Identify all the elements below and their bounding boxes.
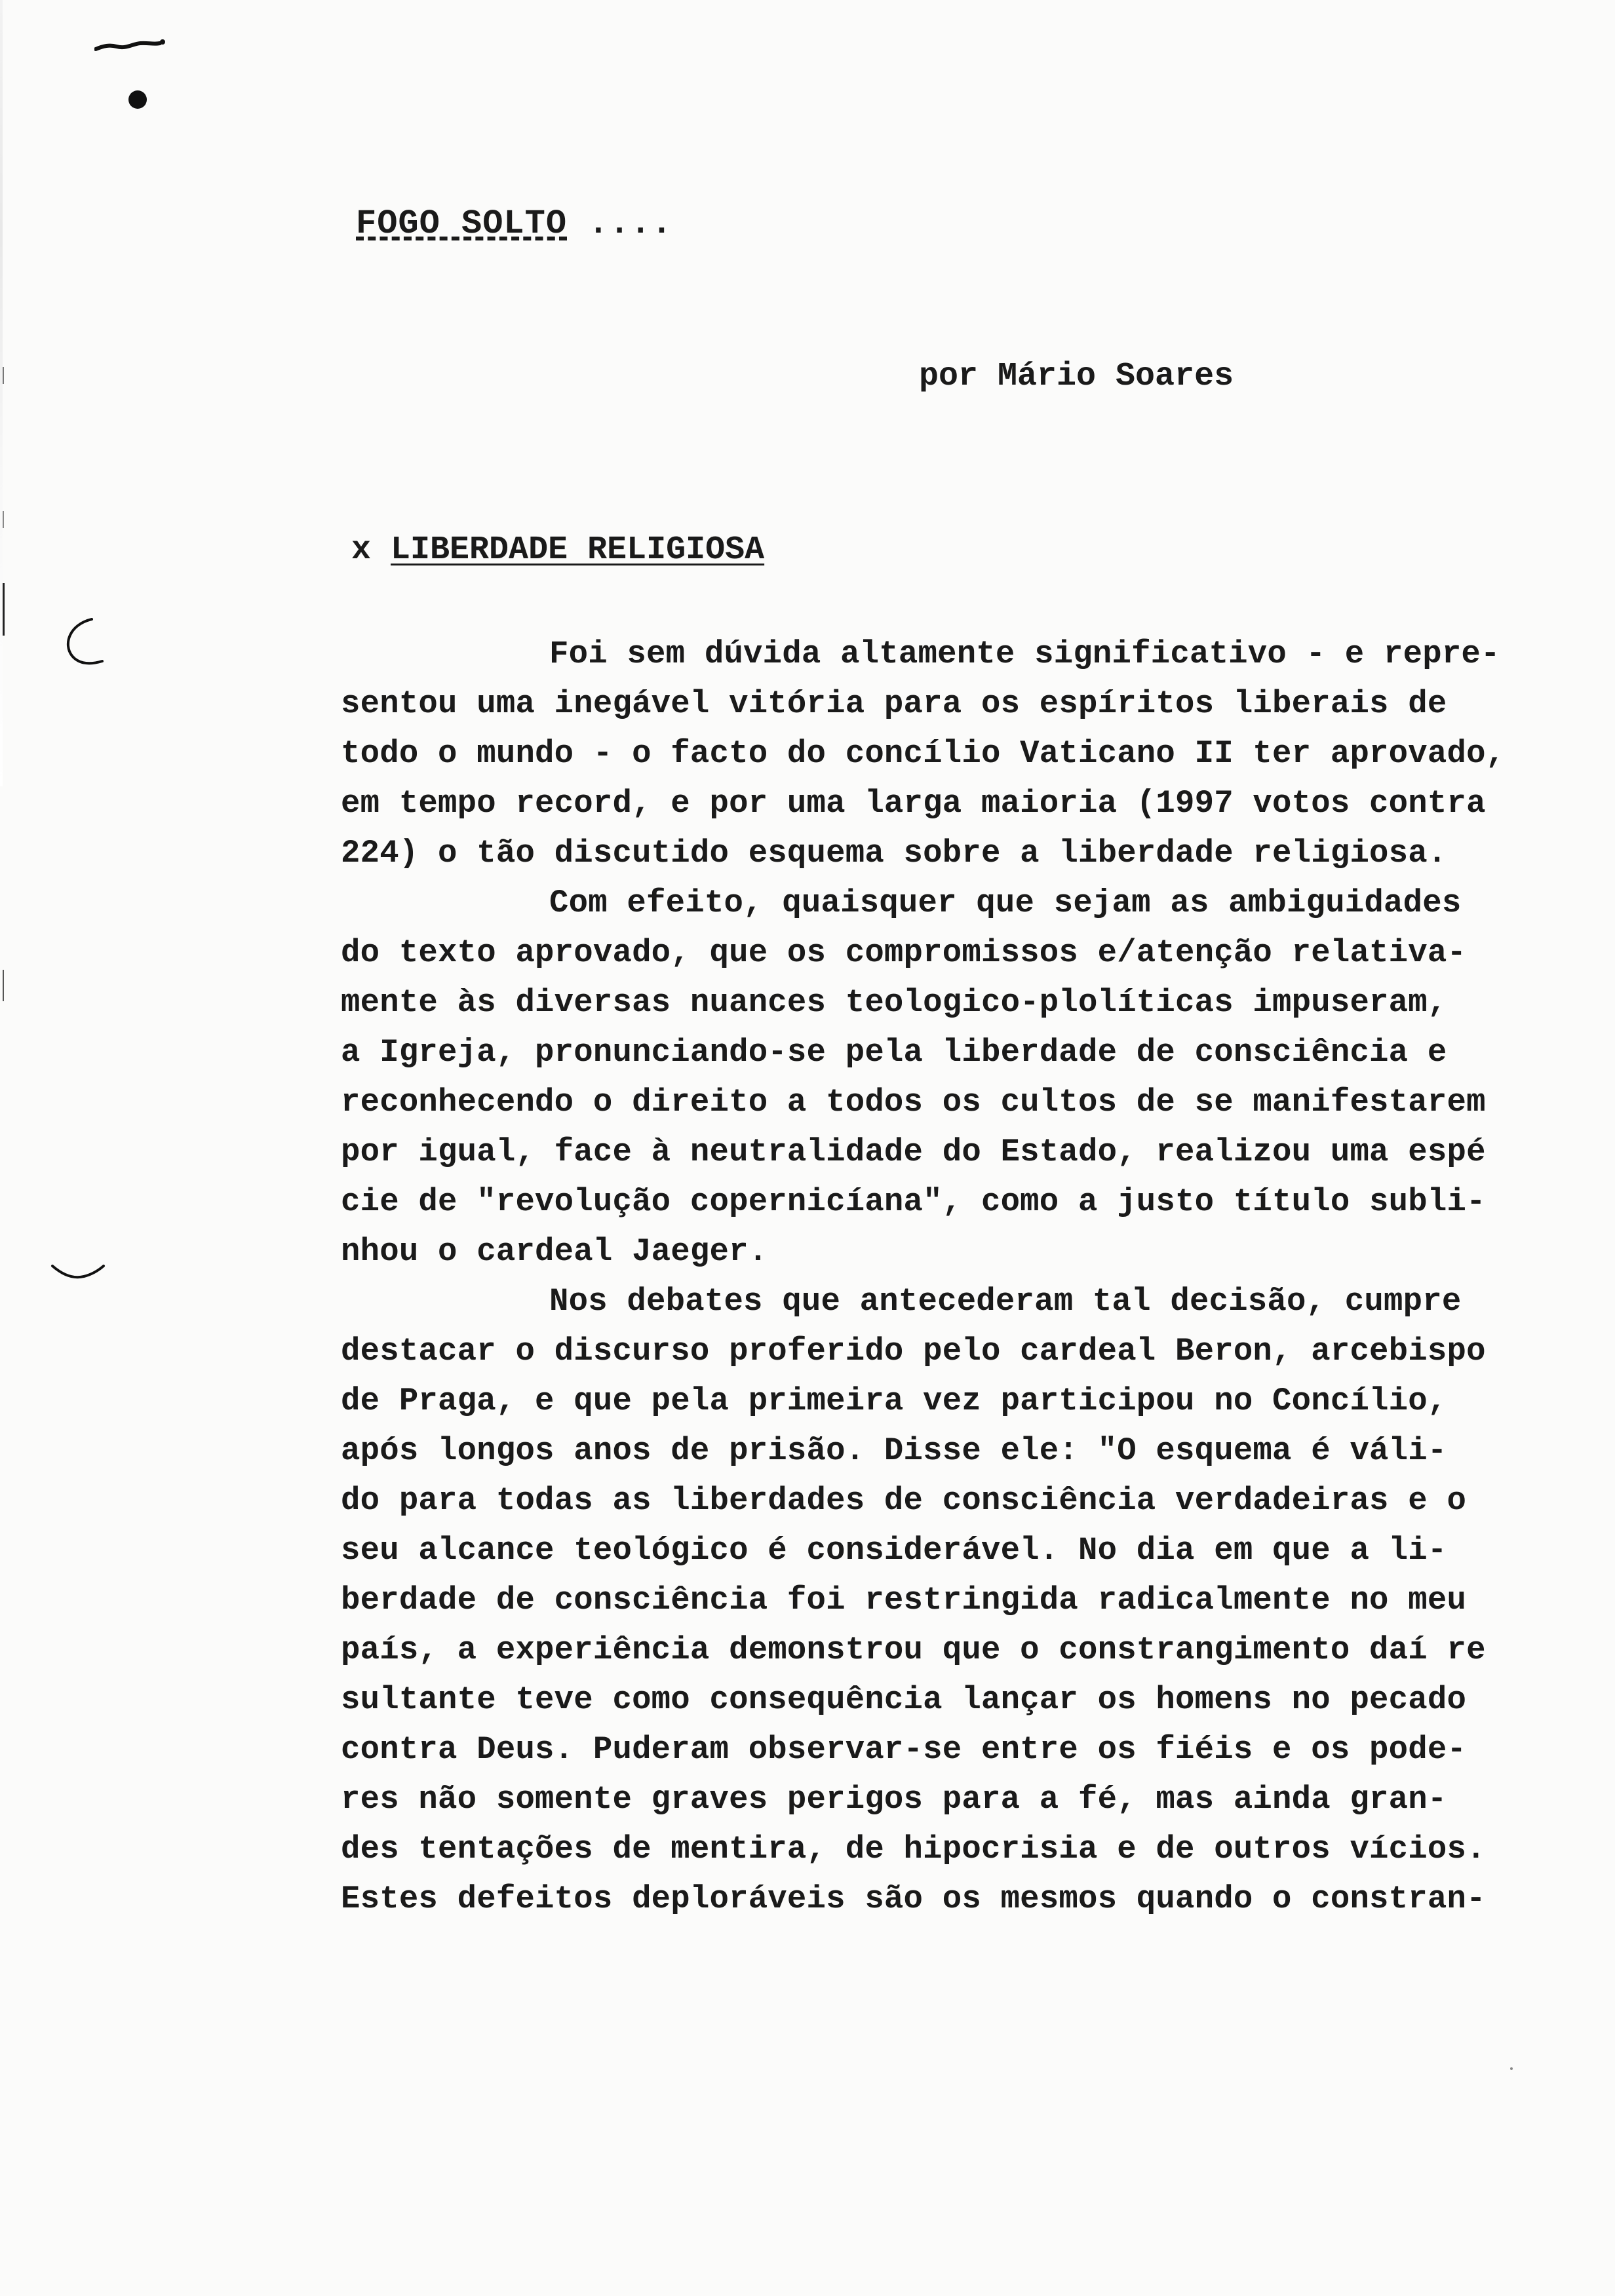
paragraph-line: sentou uma inegável vitória para os espíritos liberais de	[341, 685, 1447, 722]
paragraph-line: Estes defeitos deploráveis são os mesmos quando o constran-	[341, 1881, 1486, 1917]
paragraph-line: des tentações de mentira, de hipocrisia e de outros vícios.	[341, 1831, 1486, 1867]
paragraph-line: de Praga, e que pela primeira vez participou no Concílio,	[341, 1383, 1447, 1419]
scan-speck	[1510, 2067, 1513, 2070]
paragraph-line: mente às diversas nuances teologico-plolíticas impuseram,	[341, 984, 1447, 1021]
paragraph-line: seu alcance teológico é considerável. No dia em que a li-	[341, 1532, 1447, 1569]
paragraph-line: em tempo record, e por uma larga maioria (1997 votos contra	[341, 785, 1486, 822]
document-title	[356, 205, 672, 243]
scan-mark-left	[3, 970, 4, 1001]
title-text: FOGO SOLTO	[356, 204, 568, 243]
paragraph-line: Foi sem dúvida altamente significativo - e repre-	[549, 636, 1500, 672]
paragraph-line: nhou o cardeal Jaeger.	[341, 1233, 768, 1270]
ink-dot-mark	[128, 90, 147, 109]
paragraph-line: a Igreja, pronunciando-se pela liberdade de consciência e	[341, 1034, 1447, 1071]
article-body	[341, 629, 1521, 1924]
ink-smudge-mark	[94, 38, 166, 56]
scan-mark-left	[3, 367, 4, 384]
section-heading	[351, 532, 764, 569]
paragraph-line: do texto aprovado, que os compromissos e/atenção relativa-	[341, 934, 1467, 971]
paragraph-line: cie de "revolução copernicíana", como a justo título subli-	[341, 1183, 1486, 1220]
binder-hole-mark	[54, 613, 106, 672]
paragraph-line: reconhecendo o direito a todos os cultos de se manifestarem	[341, 1084, 1486, 1120]
binder-hole-mark	[49, 1250, 107, 1299]
paragraph-line: 224) o tão discutido esquema sobre a liberdade religiosa.	[341, 835, 1447, 871]
author-byline: por Mário Soares	[919, 358, 1234, 395]
paragraph-line: sultante teve como consequência lançar os homens no pecado	[341, 1681, 1467, 1718]
section-marker: x	[351, 531, 372, 569]
section-heading-label: LIBERDADE RELIGIOSA	[391, 531, 765, 569]
title-suffix: ....	[567, 204, 673, 243]
paragraph-line: res não somente graves perigos para a fé, mas ainda gran-	[341, 1781, 1447, 1818]
paragraph-line: destacar o discurso proferido pelo cardeal Beron, arcebispo	[341, 1333, 1486, 1369]
paragraph-line: do para todas as liberdades de consciência verdadeiras e o	[341, 1482, 1467, 1519]
scan-mark-left	[3, 511, 4, 528]
paragraph-line: contra Deus. Puderam observar-se entre os fiéis e os pode-	[341, 1731, 1467, 1768]
paragraph-line: país, a experiência demonstrou que o constrangimento daí re	[341, 1632, 1486, 1668]
scan-mark-left	[3, 583, 5, 636]
paragraph-line: todo o mundo - o facto do concílio Vaticano II ter aprovado,	[341, 735, 1506, 772]
paragraph-line: berdade de consciência foi restringida radicalmente no meu	[341, 1582, 1467, 1618]
paragraph-line: após longos anos de prisão. Disse ele: "O esquema é váli-	[341, 1432, 1447, 1469]
scan-edge	[0, 0, 3, 786]
paragraph-line: Com efeito, quaisquer que sejam as ambiguidades	[549, 885, 1462, 921]
paragraph-line: por igual, face à neutralidade do Estado, realizou uma espé	[341, 1134, 1486, 1170]
paragraph-line: Nos debates que antecederam tal decisão, cumpre	[549, 1283, 1462, 1320]
